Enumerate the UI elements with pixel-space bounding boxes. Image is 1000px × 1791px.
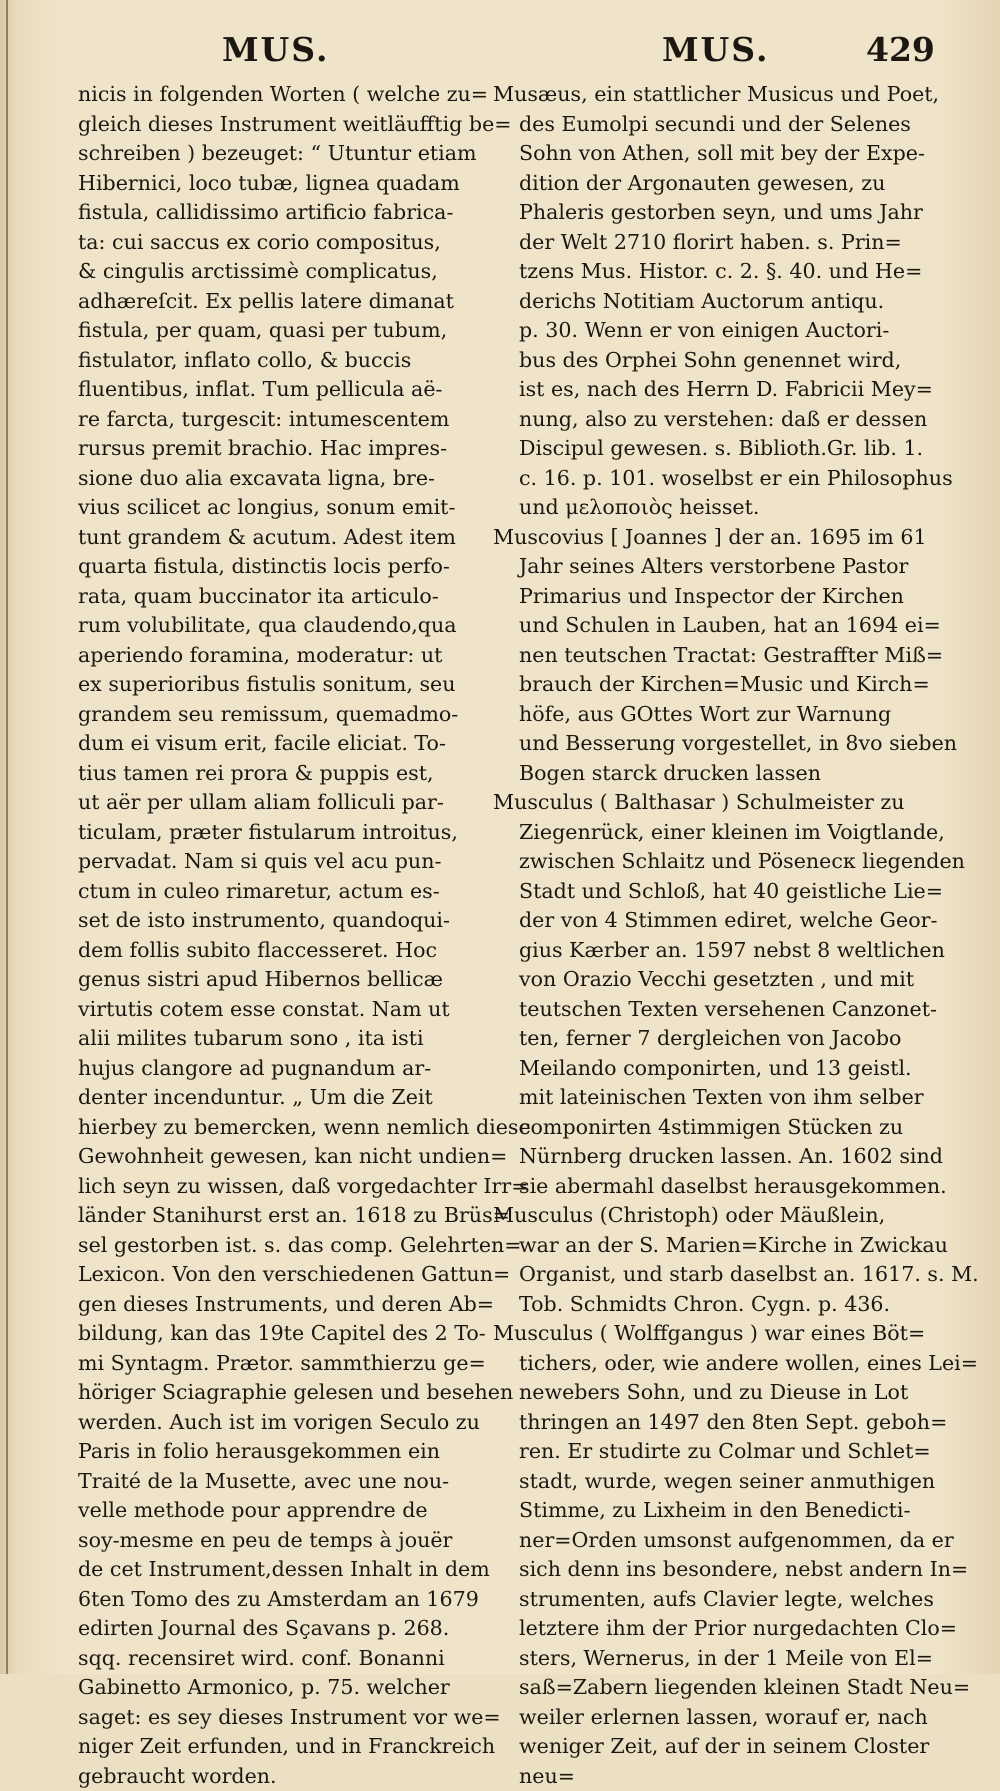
text-line: grandem seu remissum, quemadmo- bbox=[78, 700, 488, 730]
text-line: Musculus ( Wolffgangus ) war eines Böt= bbox=[493, 1319, 905, 1349]
text-line: Stimme, zu Lixheim in den Benedicti- bbox=[493, 1496, 905, 1526]
text-line: dem follis subito flaccesseret. Hoc bbox=[78, 936, 488, 966]
text-line: höriger Sciagraphie gelesen und besehen bbox=[78, 1378, 488, 1408]
text-line: bildung, kan das 19te Capitel des 2 To- bbox=[78, 1319, 488, 1349]
text-line: teutschen Texten versehenen Canzonet- bbox=[493, 995, 905, 1025]
page-number: 429 bbox=[866, 30, 935, 69]
text-line: sie abermahl daselbst herausgekommen. bbox=[493, 1172, 905, 1202]
page-header bbox=[0, 20, 1000, 80]
text-line: tius tamen rei prora & puppis est, bbox=[78, 759, 488, 789]
text-line: soy-mesme en peu de temps à jouër bbox=[78, 1526, 488, 1556]
text-line: sel gestorben ist. s. das comp. Gelehrten= bbox=[78, 1231, 488, 1261]
text-line: ex superioribus fistulis sonitum, seu bbox=[78, 670, 488, 700]
text-line: pervadat. Nam si quis vel acu pun- bbox=[78, 847, 488, 877]
text-line: saß=Zabern liegenden kleinen Stadt Neu= bbox=[493, 1673, 905, 1703]
text-line: Muscovius [ Joannes ] der an. 1695 im 61 bbox=[493, 523, 905, 553]
text-line: denter incenduntur. „ Um die Zeit bbox=[78, 1083, 488, 1113]
text-line: rum volubilitate, qua claudendo,qua bbox=[78, 611, 488, 641]
text-line: p. 30. Wenn er von einigen Auctori- bbox=[493, 316, 905, 346]
text-line: aperiendo foramina, moderatur: ut bbox=[78, 641, 488, 671]
text-line: Hibernici, loco tubæ, lignea quadam bbox=[78, 169, 488, 199]
text-line: 6ten Tomo des zu Amsterdam an 1679 bbox=[78, 1585, 488, 1615]
text-line: gebraucht worden. bbox=[78, 1762, 488, 1791]
text-line: fluentibus, inflat. Tum pellicula aë- bbox=[78, 375, 488, 405]
left-column bbox=[78, 80, 488, 1791]
text-line: ist es, nach des Herrn D. Fabricii Mey= bbox=[493, 375, 905, 405]
text-line: strumenten, aufs Clavier legte, welches bbox=[493, 1585, 905, 1615]
text-line: lich seyn zu wissen, daß vorgedachter Irr= bbox=[78, 1172, 488, 1202]
text-line: nung, also zu verstehen: daß er dessen bbox=[493, 405, 905, 435]
text-line: war an der S. Marien=Kirche in Zwickau bbox=[493, 1231, 905, 1261]
text-line: nicis in folgenden Worten ( welche zu= bbox=[78, 80, 488, 110]
text-line: letztere ihm der Prior nurgedachten Clo= bbox=[493, 1614, 905, 1644]
text-line: Musculus ( Balthasar ) Schulmeister zu bbox=[493, 788, 905, 818]
text-line: & cingulis arctissimè complicatus, bbox=[78, 257, 488, 287]
text-line: velle methode pour apprendre de bbox=[78, 1496, 488, 1526]
text-line: rursus premit brachio. Hac impres- bbox=[78, 434, 488, 464]
text-line: Discipul gewesen. s. Biblioth.Gr. lib. 1. bbox=[493, 434, 905, 464]
text-line: dition der Argonauten gewesen, zu bbox=[493, 169, 905, 199]
text-line: brauch der Kirchen=Music und Kirch= bbox=[493, 670, 905, 700]
text-line: und Schulen in Lauben, hat an 1694 ei= bbox=[493, 611, 905, 641]
text-line: von Orazio Vecchi gesetzten , und mit bbox=[493, 965, 905, 995]
page-edge-rule bbox=[6, 0, 8, 1674]
text-line: Ziegenrück, einer kleinen im Voigtlande, bbox=[493, 818, 905, 848]
text-line: fistula, per quam, quasi per tubum, bbox=[78, 316, 488, 346]
text-line: Bogen starck drucken lassen bbox=[493, 759, 905, 789]
text-line: virtutis cotem esse constat. Nam ut bbox=[78, 995, 488, 1025]
text-line: Gabinetto Armonico, p. 75. welcher bbox=[78, 1673, 488, 1703]
text-line: stadt, wurde, wegen seiner anmuthigen bbox=[493, 1467, 905, 1497]
text-line: Sohn von Athen, soll mit bey der Expe- bbox=[493, 139, 905, 169]
text-line: adhæreſcit. Ex pellis latere dimanat bbox=[78, 287, 488, 317]
text-line: thringen an 1497 den 8ten Sept. geboh= bbox=[493, 1408, 905, 1438]
text-line: mit lateinischen Texten von ihm selber bbox=[493, 1083, 905, 1113]
text-line: länder Stanihurst erst an. 1618 zu Brüs= bbox=[78, 1201, 488, 1231]
text-line: Gewohnheit gewesen, kan nicht undien= bbox=[78, 1142, 488, 1172]
text-line: gen dieses Instruments, und deren Ab= bbox=[78, 1290, 488, 1320]
text-line: hujus clangore ad pugnandum ar- bbox=[78, 1054, 488, 1084]
text-line: quarta fistula, distinctis locis perfo- bbox=[78, 552, 488, 582]
text-line: gius Kærber an. 1597 nebst 8 weltlichen bbox=[493, 936, 905, 966]
text-line: Nürnberg drucken lassen. An. 1602 sind bbox=[493, 1142, 905, 1172]
text-line: ctum in culeo rimaretur, actum es- bbox=[78, 877, 488, 907]
text-line: alii milites tubarum sono , ita isti bbox=[78, 1024, 488, 1054]
text-line: Lexicon. Von den verschiedenen Gattun= bbox=[78, 1260, 488, 1290]
text-line: ner=Orden umsonst aufgenommen, da er bbox=[493, 1526, 905, 1556]
running-head-left: MUS. bbox=[222, 30, 329, 69]
text-line: und μελοποιὸς heisset. bbox=[493, 493, 905, 523]
text-line: edirten Journal des Sçavans p. 268. bbox=[78, 1614, 488, 1644]
text-line: Musculus (Christoph) oder Mäußlein, bbox=[493, 1201, 905, 1231]
text-line: derichs Notitiam Auctorum antiqu. bbox=[493, 287, 905, 317]
text-line: c. 16. p. 101. woselbst er ein Philosophus bbox=[493, 464, 905, 494]
text-line: Meilando componirten, und 13 geistl. bbox=[493, 1054, 905, 1084]
text-line: und Besserung vorgestellet, in 8vo sieben bbox=[493, 729, 905, 759]
running-head-right: MUS. bbox=[662, 30, 769, 69]
text-line: Organist, und starb daselbst an. 1617. s. M. bbox=[493, 1260, 905, 1290]
text-line: ta: cui saccus ex corio compositus, bbox=[78, 228, 488, 258]
text-line: rata, quam buccinator ita articulo- bbox=[78, 582, 488, 612]
text-line: fistula, callidissimo artificio fabrica- bbox=[78, 198, 488, 228]
text-line: des Eumolpi secundi und der Selenes bbox=[493, 110, 905, 140]
text-line: Phaleris gestorben seyn, und ums Jahr bbox=[493, 198, 905, 228]
text-line: tunt grandem & acutum. Adest item bbox=[78, 523, 488, 553]
text-line: hierbey zu bemercken, wenn nemlich diese bbox=[78, 1113, 488, 1143]
text-line: ten, ferner 7 dergleichen von Jacobo bbox=[493, 1024, 905, 1054]
text-line: werden. Auch ist im vorigen Seculo zu bbox=[78, 1408, 488, 1438]
text-line: Paris in folio herausgekommen ein bbox=[78, 1437, 488, 1467]
text-line: Primarius und Inspector der Kirchen bbox=[493, 582, 905, 612]
text-line: schreiben ) bezeuget: “ Utuntur etiam bbox=[78, 139, 488, 169]
text-line: nen teutschen Tractat: Gestraffter Miß= bbox=[493, 641, 905, 671]
text-line: der Welt 2710 florirt haben. s. Prin= bbox=[493, 228, 905, 258]
text-line: gleich dieses Instrument weitläufftig be= bbox=[78, 110, 488, 140]
text-line: Jahr seines Alters verstorbene Pastor bbox=[493, 552, 905, 582]
text-line: der von 4 Stimmen ediret, welche Geor- bbox=[493, 906, 905, 936]
text-line: neu= bbox=[493, 1762, 905, 1791]
text-line: Traité de la Musette, avec une nou- bbox=[78, 1467, 488, 1497]
text-line: Musæus, ein stattlicher Musicus und Poet, bbox=[493, 80, 905, 110]
text-line: tichers, oder, wie andere wollen, eines Lei= bbox=[493, 1349, 905, 1379]
text-line: ticulam, præter fistularum introitus, bbox=[78, 818, 488, 848]
text-line: Stadt und Schloß, hat 40 geistliche Lie= bbox=[493, 877, 905, 907]
text-line: saget: es sey dieses Instrument vor we= bbox=[78, 1703, 488, 1733]
text-line: Tob. Schmidts Chron. Cygn. p. 436. bbox=[493, 1290, 905, 1320]
text-line: sters, Wernerus, in der 1 Meile von El= bbox=[493, 1644, 905, 1674]
right-column bbox=[493, 80, 905, 1791]
text-line: dum ei visum erit, facile eliciat. To- bbox=[78, 729, 488, 759]
text-line: de cet Instrument,dessen Inhalt in dem bbox=[78, 1555, 488, 1585]
text-line: höfe, aus GOttes Wort zur Warnung bbox=[493, 700, 905, 730]
text-line: re farcta, turgescit: intumescentem bbox=[78, 405, 488, 435]
text-line: sqq. recensiret wird. conf. Bonanni bbox=[78, 1644, 488, 1674]
text-line: genus sistri apud Hibernos bellicæ bbox=[78, 965, 488, 995]
text-line: vius scilicet ac longius, sonum emit- bbox=[78, 493, 488, 523]
text-line: tzens Mus. Histor. c. 2. §. 40. und He= bbox=[493, 257, 905, 287]
text-line: zwischen Schlaitz und Pösenecк liegenden bbox=[493, 847, 905, 877]
text-line: set de isto instrumento, quandoqui- bbox=[78, 906, 488, 936]
text-line: weiler erlernen lassen, worauf er, nach bbox=[493, 1703, 905, 1733]
text-line: niger Zeit erfunden, und in Franckreich bbox=[78, 1732, 488, 1762]
text-line: weniger Zeit, auf der in seinem Closter bbox=[493, 1732, 905, 1762]
text-line: sich denn ins besondere, nebst andern In= bbox=[493, 1555, 905, 1585]
text-line: componirten 4stimmigen Stücken zu bbox=[493, 1113, 905, 1143]
text-line: bus des Orphei Sohn genennet wird, bbox=[493, 346, 905, 376]
text-line: ut aër per ullam aliam folliculi par- bbox=[78, 788, 488, 818]
text-line: newebers Sohn, und zu Dieuse in Lot bbox=[493, 1378, 905, 1408]
text-line: mi Syntagm. Prætor. sammthierzu ge= bbox=[78, 1349, 488, 1379]
text-line: fistulator, inflato collo, & buccis bbox=[78, 346, 488, 376]
text-line: ren. Er studirte zu Colmar und Schlet= bbox=[493, 1437, 905, 1467]
text-line: sione duo alia excavata ligna, bre- bbox=[78, 464, 488, 494]
